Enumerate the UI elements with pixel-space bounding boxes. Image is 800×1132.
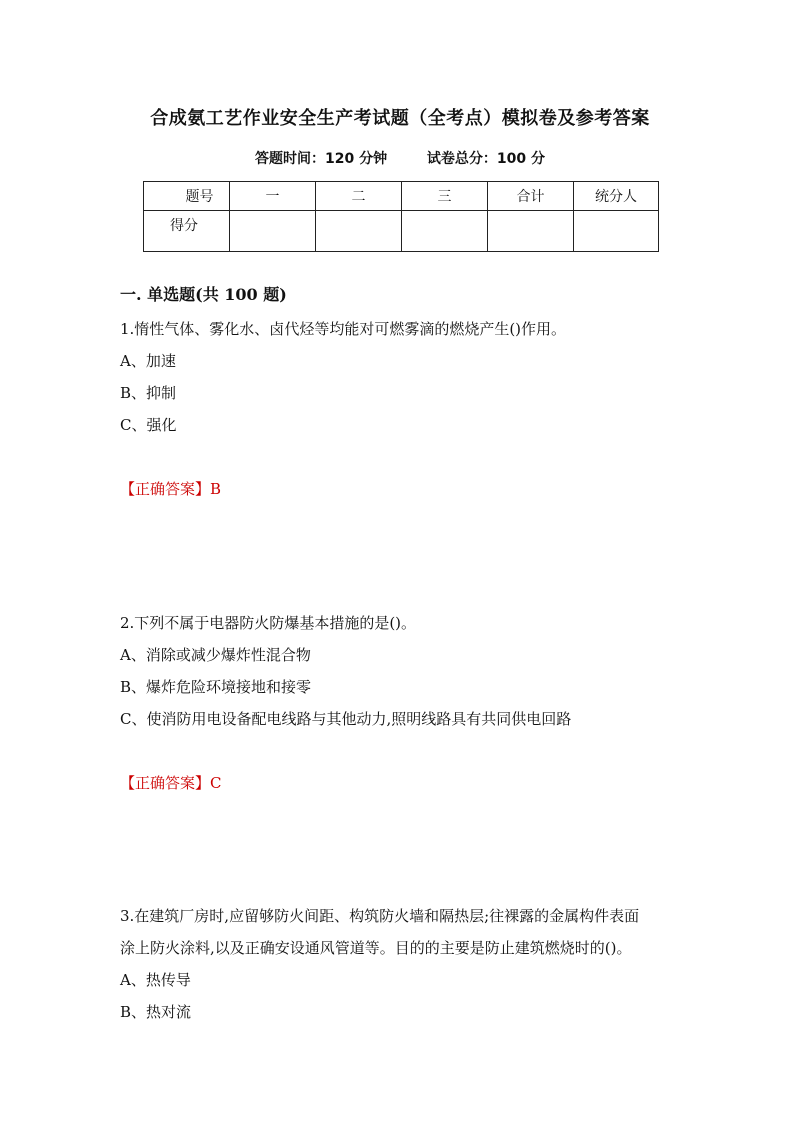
question-2-option-b: B、爆炸危险环境接地和接零: [120, 678, 312, 696]
question-3-stem-line-2: 涂上防火涂料,以及正确安设通风管道等。目的的主要是防止建筑燃烧时的()。: [120, 939, 632, 957]
header-cell-total: 合计: [488, 182, 574, 211]
question-3-option-a: A、热传导: [120, 971, 191, 989]
question-1-option-b: B、抑制: [120, 384, 177, 402]
score-cell: [230, 211, 316, 252]
question-2-option-a: A、消除或减少爆炸性混合物: [120, 646, 311, 664]
score-cell: [574, 211, 659, 252]
header-cell-part-3: 三: [402, 182, 488, 211]
section-heading: 一. 单选题(共 100 题): [120, 285, 287, 304]
document-title: 合成氨工艺作业安全生产考试题（全考点）模拟卷及参考答案: [150, 108, 650, 129]
exam-info: [0, 148, 800, 168]
header-cell-part-1: 一: [230, 182, 316, 211]
score-table-header-row: [144, 182, 659, 211]
header-cell-part-2: 二: [316, 182, 402, 211]
question-2-option-c: C、使消防用电设备配电线路与其他动力,照明线路具有共同供电回路: [120, 710, 572, 728]
question-1-stem: 1.惰性气体、雾化水、卤代烃等均能对可燃雾滴的燃烧产生()作用。: [120, 320, 567, 338]
score-cell: [488, 211, 574, 252]
score-row-label: 得分: [144, 211, 230, 252]
header-cell-scorer: 统分人: [574, 182, 659, 211]
score-table: [143, 181, 659, 252]
header-cell-question-no: 题号: [144, 182, 230, 211]
total-score: 试卷总分：100 分: [426, 151, 545, 167]
question-2-answer: 【正确答案】C: [120, 774, 222, 792]
score-table-score-row: [144, 211, 659, 252]
score-cell: [316, 211, 402, 252]
score-cell: [402, 211, 488, 252]
question-3-option-b: B、热对流: [120, 1003, 192, 1021]
question-2-stem: 2.下列不属于电器防火防爆基本措施的是()。: [120, 614, 417, 632]
exam-time: 答题时间：120 分钟: [255, 151, 388, 167]
question-1-answer: 【正确答案】B: [120, 480, 222, 498]
question-1-option-c: C、强化: [120, 416, 177, 434]
question-1-option-a: A、加速: [120, 352, 176, 370]
question-3-stem-line-1: 3.在建筑厂房时,应留够防火间距、构筑防火墙和隔热层;往裸露的金属构件表面: [120, 907, 640, 925]
